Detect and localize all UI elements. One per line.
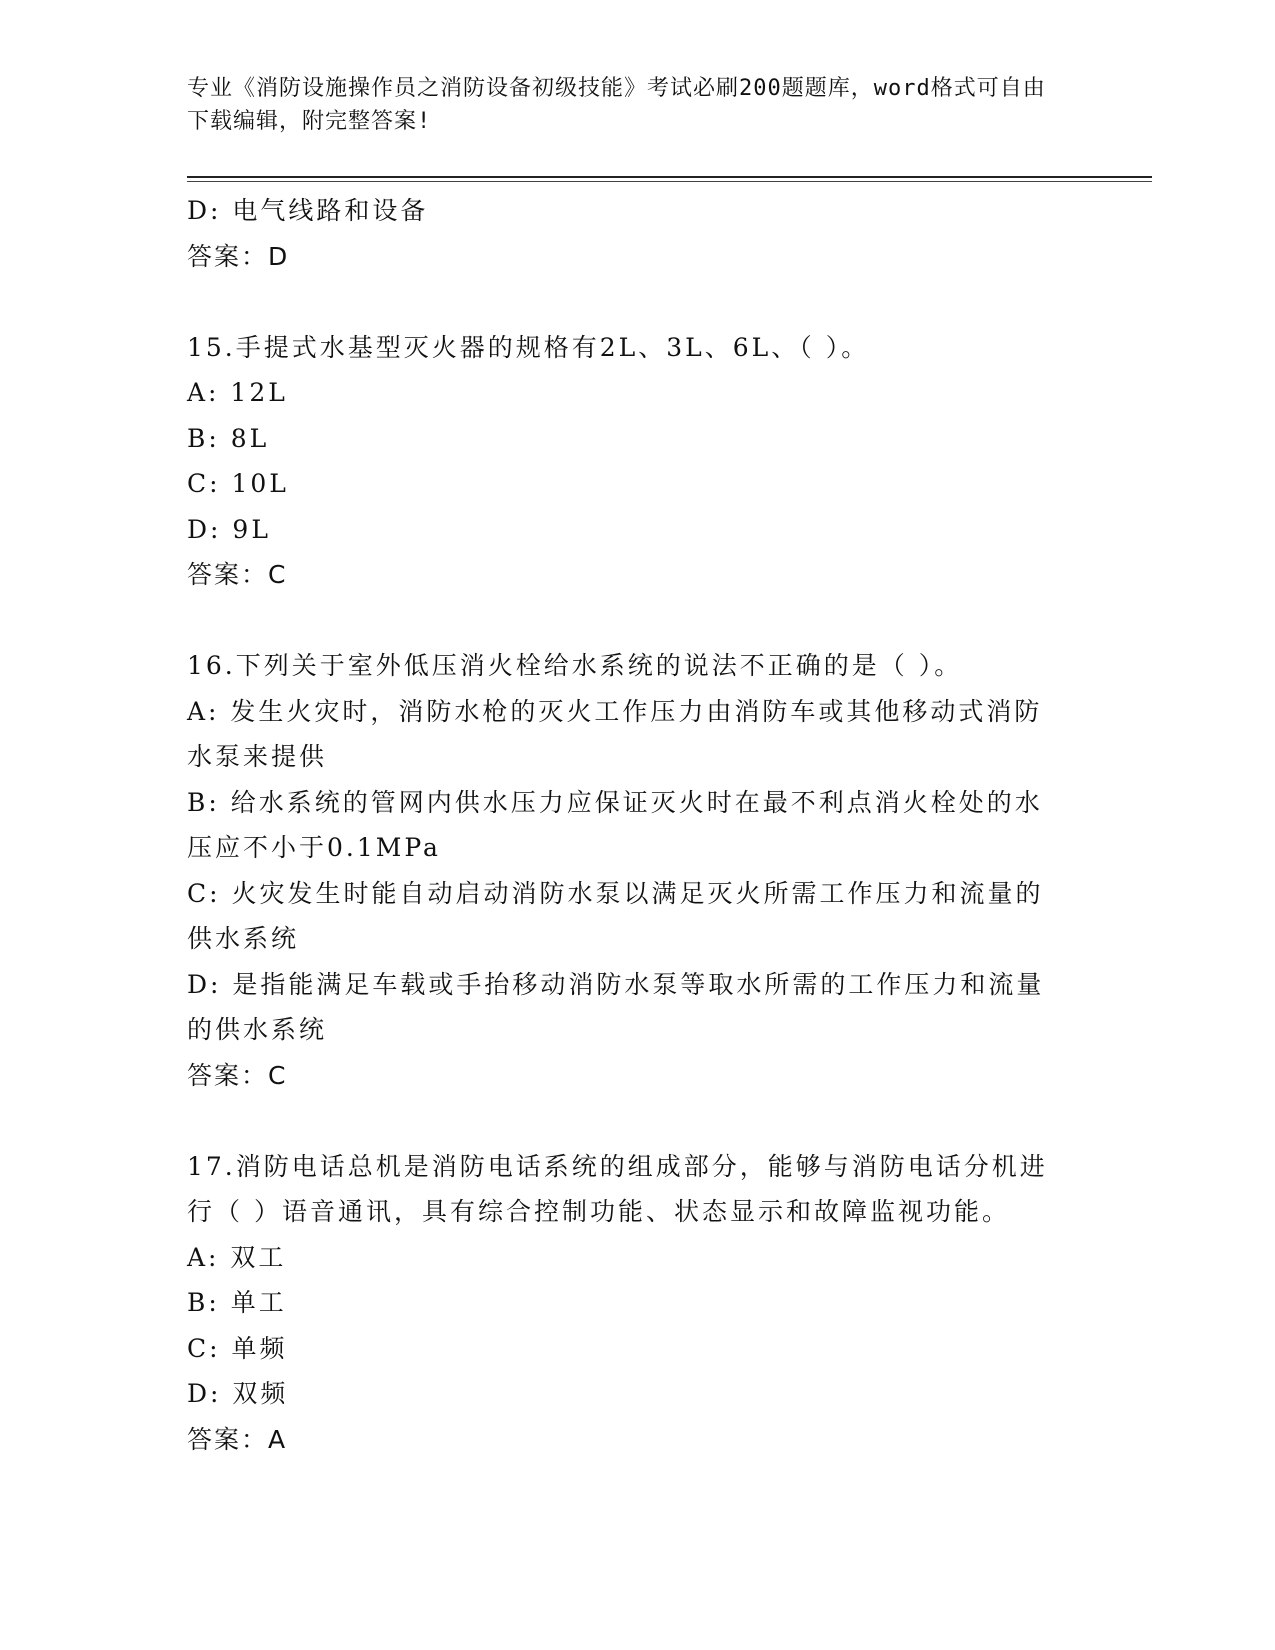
- answer-line: 答案：C: [187, 560, 288, 589]
- option-d: D: 是指能满足车载或手抬移动消防水泵等取水所需的工作压力和流量: [187, 969, 1045, 999]
- option-d-continued: 的供水系统: [187, 1015, 328, 1044]
- option-c-continued: 供水系统: [187, 924, 300, 953]
- option-d: D: 双频: [187, 1379, 289, 1408]
- spacer: [187, 1098, 1067, 1144]
- option-d: D: 电气线路和设备: [187, 196, 429, 225]
- option-a: A: 双工: [187, 1242, 287, 1272]
- option-c: C: 火灾发生时能自动启动消防水泵以满足灭火所需工作压力和流量的: [187, 878, 1044, 908]
- option-b: B: 单工: [187, 1288, 287, 1317]
- option-b: B: 8L: [187, 423, 270, 453]
- option-b: B: 给水系统的管网内供水压力应保证灭火时在最不利点消火栓处的水: [187, 787, 1043, 817]
- previous-question-tail: [187, 188, 1067, 279]
- header-divider-thick: [187, 176, 1152, 178]
- header-divider-thin: [187, 181, 1152, 182]
- option-a: A: 发生火灾时，消防水枪的灭火工作压力由消防车或其他移动式消防: [187, 696, 1043, 726]
- document-header: 专业《消防设施操作员之消防设备初级技能》考试必刷200题题库，word格式可自由下载编辑，附完整答案!: [187, 76, 1046, 134]
- question-17: [187, 1144, 1067, 1463]
- answer-line: 答案：D: [187, 241, 290, 271]
- spacer: [187, 279, 1067, 325]
- question-content: [187, 188, 1067, 1462]
- question-text: 17.消防电话总机是消防电话系统的组成部分，能够与消防电话分机进: [187, 1151, 1048, 1181]
- option-a-continued: 水泵来提供: [187, 742, 328, 771]
- option-c: C: 10L: [187, 469, 289, 498]
- option-a: A: 12L: [187, 378, 288, 407]
- question-text: 16.下列关于室外低压消火栓给水系统的说法不正确的是（ ）。: [187, 651, 963, 680]
- option-b-continued: 压应不小于0.1MPa: [187, 833, 441, 862]
- question-16: [187, 643, 1067, 1098]
- answer-line: 答案：A: [187, 1424, 288, 1454]
- question-text: 15.手提式水基型灭火器的规格有2L、3L、6L、（ ）。: [187, 332, 870, 362]
- question-text-continued: 行（ ）语音通讯，具有综合控制功能、状态显示和故障监视功能。: [187, 1197, 1010, 1226]
- option-c: C: 单频: [187, 1333, 288, 1363]
- answer-line: 答案：C: [187, 1060, 288, 1090]
- question-15: [187, 325, 1067, 598]
- option-d: D: 9L: [187, 514, 271, 544]
- spacer: [187, 598, 1067, 644]
